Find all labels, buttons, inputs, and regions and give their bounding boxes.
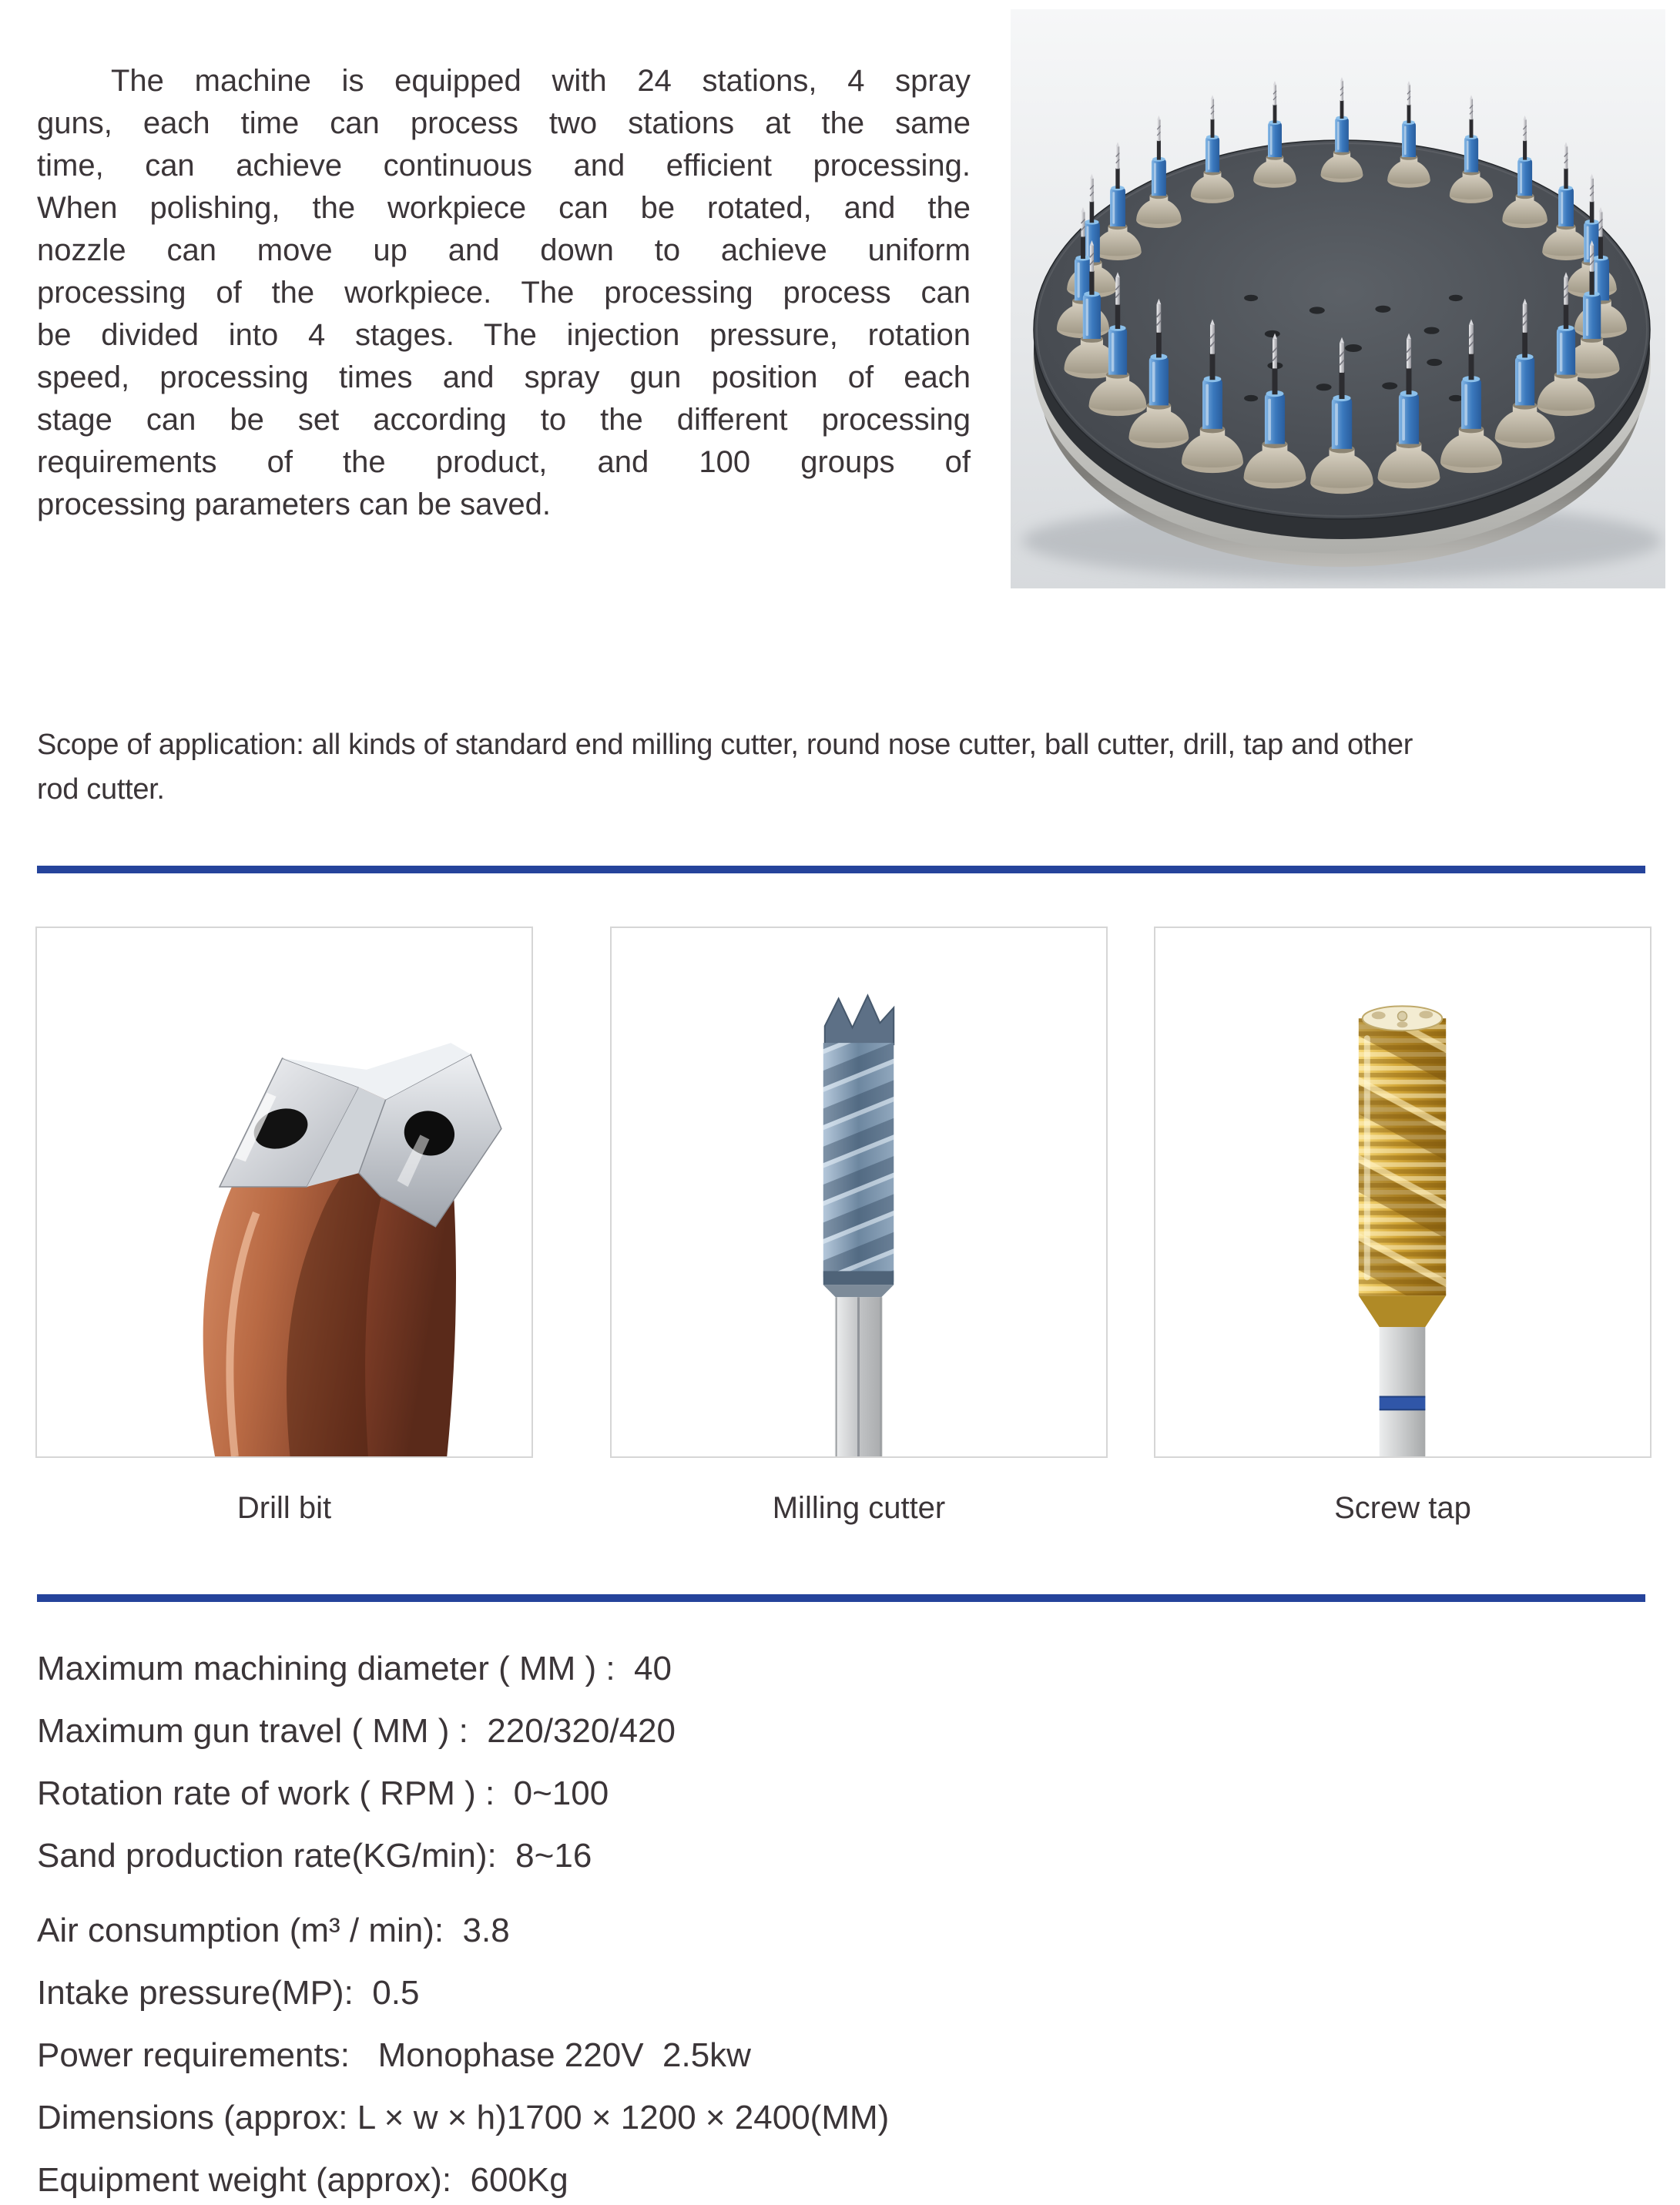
tap-blue-ring: [1380, 1396, 1426, 1409]
intro-paragraph-line: The machine is equipped with 24 stations, 4 spray: [111, 64, 971, 98]
blue-divider-bottom: [37, 1594, 1645, 1602]
spec-line: Air consumption (m³ / min): 3.8: [37, 1912, 510, 1949]
plate-hole: [1424, 327, 1440, 334]
plate-hole: [1316, 384, 1332, 390]
intro-paragraph-line: time, can achieve continuous and efficient processing.: [37, 149, 971, 183]
intro-paragraph-line: requirements of the product, and 100 groups of: [37, 445, 971, 479]
plate-hole: [1244, 295, 1258, 301]
image-box-milling-cutter: [610, 927, 1108, 1458]
blue-divider-top: [37, 866, 1645, 873]
spec-line: Equipment weight (approx): 600Kg: [37, 2161, 568, 2199]
specifications-list: [37, 1637, 1655, 2205]
image-box-screw-tap: [1154, 927, 1651, 1458]
machine-render-image: [1011, 9, 1665, 588]
spec-line: Maximum machining diameter ( MM ) : 40: [37, 1650, 672, 1687]
intro-paragraph-line: speed, processing times and spray gun position of each: [37, 360, 971, 394]
intro-paragraph-line: guns, each time can process two stations at the same: [37, 106, 971, 140]
milling-cutter-image: [612, 928, 1106, 1456]
intro-paragraph-line: processing of the workpiece. The processing process can: [37, 276, 971, 310]
scope-of-application: [37, 722, 1662, 812]
caption-screw-tap: Screw tap: [1334, 1491, 1471, 1525]
plate-hole: [1265, 330, 1280, 337]
drill-bit-image: [37, 928, 531, 1456]
plate-hole: [1309, 307, 1325, 313]
scope-line: Scope of application: all kinds of standard end milling cutter, round nose cutter, ball cutter, drill, tap and other: [37, 729, 1413, 761]
intro-paragraph-line: processing parameters can be saved.: [37, 488, 552, 521]
machine-render-figure: [1011, 9, 1665, 588]
spec-line: Power requirements: Monophase 220V 2.5kw: [37, 2036, 751, 2074]
scope-line: rod cutter.: [37, 773, 165, 806]
intro-paragraph-line: nozzle can move up and down to achieve uniform: [37, 233, 971, 267]
intro-paragraph: [37, 60, 971, 526]
tap-shank: [1380, 1327, 1426, 1456]
plate-hole: [1244, 395, 1258, 401]
spec-line: Maximum gun travel ( MM ) : 220/320/420: [37, 1712, 676, 1750]
plate-hole: [1427, 359, 1442, 366]
plate-hole: [1375, 306, 1390, 313]
spec-line: Intake pressure(MP): 0.5: [37, 1974, 420, 2012]
image-box-drill-bit: [35, 927, 533, 1458]
intro-paragraph-line: stage can be set according to the different processing: [37, 403, 971, 437]
plate-hole: [1382, 382, 1397, 389]
spec-line: Dimensions (approx: L × w × h)1700 × 1200 × 2400(MM): [37, 2099, 890, 2136]
caption-milling-cutter: Milling cutter: [772, 1491, 946, 1525]
intro-paragraph-line: be divided into 4 stages. The injection pressure, rotation: [37, 318, 971, 352]
plate-hole: [1345, 344, 1362, 352]
spec-line: Sand production rate(KG/min): 8~16: [37, 1837, 592, 1875]
screw-tap-image: [1155, 928, 1650, 1456]
plate-hole: [1449, 395, 1463, 401]
plate-hole: [1449, 295, 1463, 301]
spec-line: Rotation rate of work ( RPM ) : 0~100: [37, 1774, 609, 1812]
caption-drill-bit: Drill bit: [236, 1491, 332, 1525]
intro-paragraph-line: When polishing, the workpiece can be rotated, and the: [37, 191, 971, 225]
